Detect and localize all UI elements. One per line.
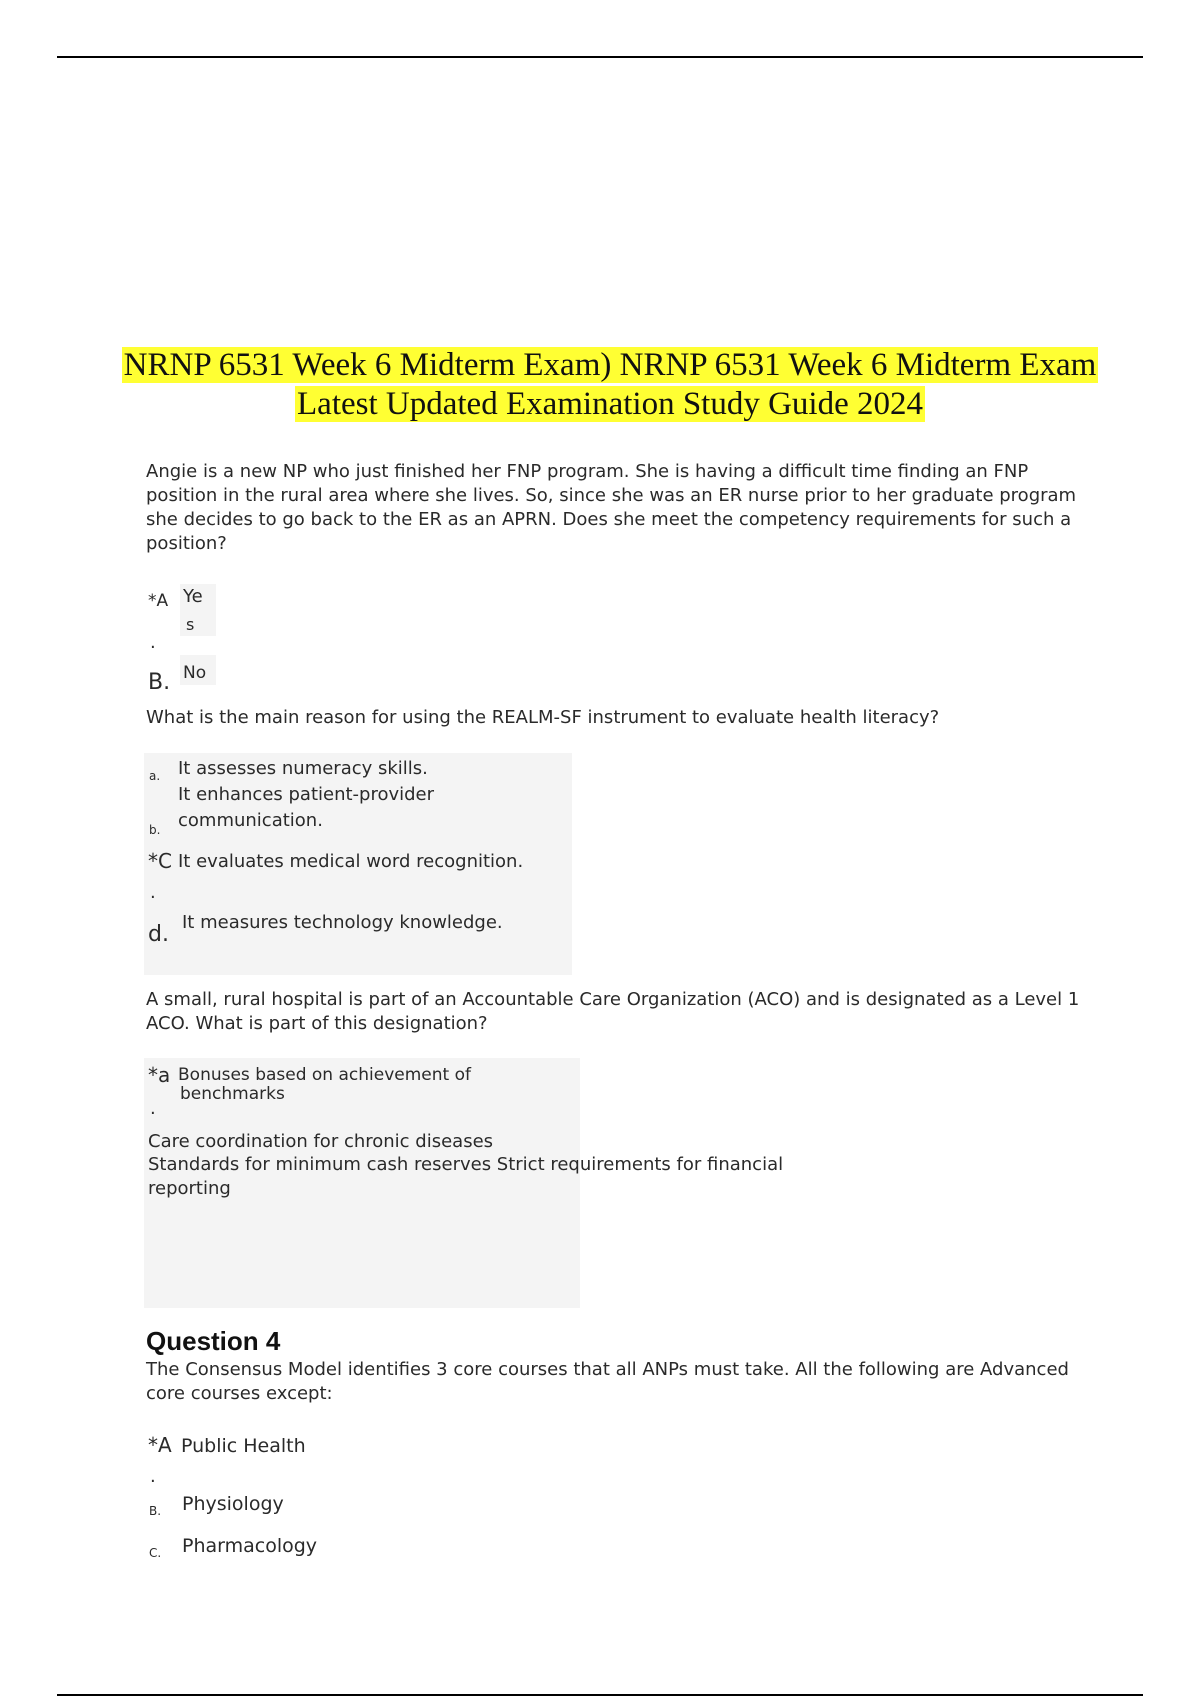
q2-option-c-label: *C <box>148 849 172 873</box>
question-3-text: A small, rural hospital is part of an Accountable Care Organization (ACO) and is designated as a Level 1 ACO. What is part of this designation? <box>146 989 1080 1034</box>
q1-option-b-text: No <box>183 663 207 683</box>
q3-option-a-text-cont: benchmarks <box>180 1084 285 1104</box>
q1-option-a-label: *A <box>148 591 169 611</box>
title-line-1: NRNP 6531 Week 6 Midterm Exam) NRNP 6531 Week 6 Midterm Exam <box>123 347 1097 383</box>
q1-option-a-text-cont: s <box>186 615 195 634</box>
q2-option-a-text: It assesses numeracy skills. <box>178 758 428 779</box>
bottom-rule <box>57 1694 1143 1696</box>
q3-option-a-label: *a <box>148 1063 171 1087</box>
q2-option-c-dot: . <box>150 882 156 903</box>
question-4-heading: Question 4 <box>146 1326 281 1356</box>
q4-option-c-text: Pharmacology <box>182 1535 318 1557</box>
question-1-text: Angie is a new NP who just finished her FNP program. She is having a difficult time finding an FNP position in the rural area where she lives. So, since she was an ER nurse prior to her graduate program she decides to go back to the ER as an APRN. Does she meet the competency requirements for such a position? <box>146 461 1077 554</box>
q4-option-b-label: B. <box>149 1504 162 1518</box>
q2-option-b-text-cont: communication. <box>178 810 323 831</box>
q2-option-d-text: It measures technology knowledge. <box>182 912 503 933</box>
top-rule <box>57 56 1143 58</box>
question-4-text: The Consensus Model identifies 3 core courses that all ANPs must take. All the following are Advanced core courses except: <box>146 1359 1069 1404</box>
q3-option-a-dot: . <box>150 1098 156 1119</box>
q2-option-b-text: It enhances patient-provider <box>178 784 435 805</box>
q4-option-a-text: Public Health <box>181 1435 306 1457</box>
q1-option-b-label: B. <box>148 670 171 695</box>
q3-option-b-text: Care coordination for chronic diseases <box>148 1131 494 1152</box>
q2-option-c-text: It evaluates medical word recognition. <box>178 851 524 872</box>
q1-option-a-text: Ye <box>183 586 203 607</box>
question-2-text: What is the main reason for using the REALM-SF instrument to evaluate health literacy? <box>146 707 940 728</box>
q2-option-a-label: a. <box>149 769 161 783</box>
q4-option-c-label: C. <box>149 1546 162 1560</box>
q3-option-c-text: Standards for minimum cash reserves Strict requirements for financial <box>148 1154 784 1175</box>
q4-option-a-dot: . <box>150 1466 156 1487</box>
q1-option-a-dot: . <box>150 632 156 653</box>
document-title <box>120 346 1100 424</box>
q2-option-b-label: b. <box>149 823 161 837</box>
q3-option-d-text: reporting <box>148 1178 231 1199</box>
q3-option-a-text: Bonuses based on achievement of <box>178 1065 471 1085</box>
title-line-2: Latest Updated Examination Study Guide 2024 <box>297 386 923 422</box>
q4-option-a-label: *A <box>148 1433 172 1457</box>
q4-option-b-text: Physiology <box>182 1493 284 1515</box>
q2-option-d-label: d. <box>148 922 169 947</box>
